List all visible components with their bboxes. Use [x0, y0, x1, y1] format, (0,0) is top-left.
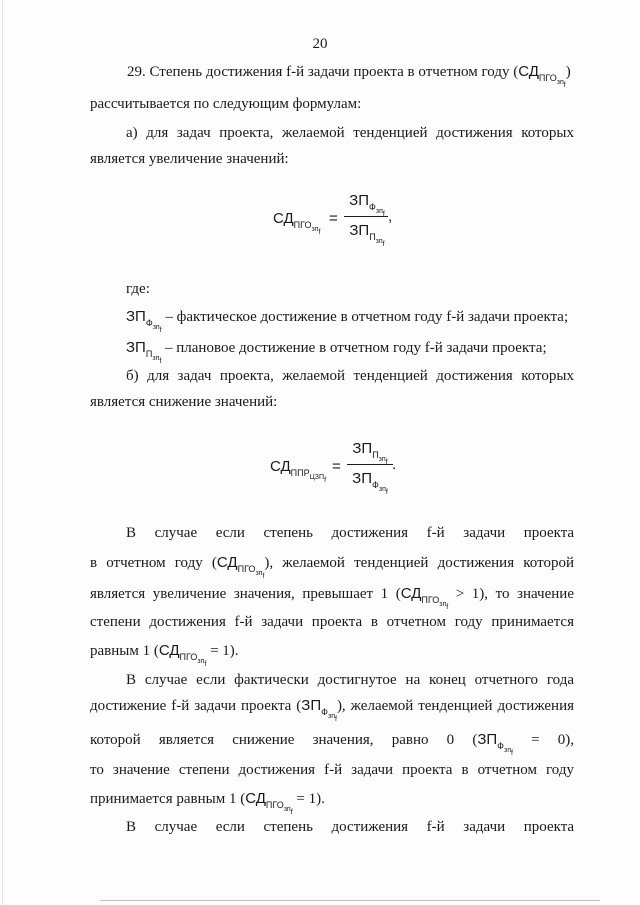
definition-fact: $ЗП_{Ф_{зп_f}}$ – фактическое достижение в отчетном году f-й задачи проекта;	[126, 308, 569, 334]
para1-line4: степени достижения f-й задачи проекта в отчетном году принимается	[90, 614, 574, 630]
formula2-numerator: $ЗП_{П_{зп_f}}$	[352, 440, 388, 466]
formula1-fraction-bar	[344, 216, 388, 217]
para1-line2: в отчетном году $(СД_{ПГО_{зп_f}})$, желаемой тенденцией достижения которой	[90, 554, 574, 580]
para2-line3: которой является снижение значения, равно 0 $(ЗП_{Ф_{зп_f}} = 0)$,	[90, 731, 575, 757]
para2-line4: то значение степени достижения f-й задачи проекта в отчетном году	[90, 762, 574, 778]
para2-line1: В случае если фактически достигнутое на конец отчетного года	[126, 672, 574, 688]
item-b-line1: б) для задач проекта, желаемой тенденцией достижения которых	[126, 368, 574, 384]
definition-plan: $ЗП_{П_{зп_f}}$ – плановое достижение в отчетном году f-й задачи проекта;	[126, 339, 547, 365]
formula1-equals: =	[329, 210, 338, 227]
formula2-lhs: $СД_{ППР_{ЦЗП_f}}$	[270, 458, 327, 484]
scan-edge	[2, 0, 3, 905]
formula2-fraction-bar	[347, 464, 393, 465]
item-a-line1: а) для задач проекта, желаемой тенденцией достижения которых	[126, 125, 574, 141]
para2-line2: достижение f-й задачи проекта $(ЗП_{Ф_{зп_f}})$, желаемой тенденцией достижения	[90, 697, 574, 723]
formula1-denominator: $ЗП_{П_{зп_f}}$	[349, 222, 385, 248]
para2-line5: принимается равным 1 $(СД_{ПГО_{зп_f}} = 1)$.	[90, 790, 325, 816]
formula1-comma: ,	[388, 208, 393, 225]
formula1-numerator: $ЗП_{Ф_{зп_f}}$	[349, 192, 385, 218]
para1-line1: В случае если степень достижения f-й задачи проекта	[126, 525, 575, 541]
para3-line1: В случае если степень достижения f-й задачи проекта	[126, 819, 575, 835]
item-b-line2: является снижение значений:	[90, 394, 278, 410]
where-label: где:	[126, 281, 150, 297]
formula2-denominator: $ЗП_{Ф_{зп_f}}$	[352, 470, 388, 496]
para1-line3: является увеличение значения, превышает 1 $(СД_{ПГО_{зп_f}} > 1)$, то значение	[90, 585, 574, 611]
para1-line5: равным 1 $(СД_{ПГО_{зп_f}} = 1)$.	[90, 642, 239, 668]
p29-line1: 29. Степень достижения f-й задачи проекта в отчетном году $(СД_{ПГО_{зп_f}})$	[127, 63, 571, 89]
formula2-period: .	[392, 456, 397, 473]
formula2-equals: =	[332, 458, 341, 475]
formula1-lhs: $СД_{ПГО_{зп_f}}$	[273, 210, 321, 236]
page-number: 20	[312, 36, 328, 52]
item-a-line2: является увеличение значений:	[90, 151, 289, 167]
p29-line2: рассчитывается по следующим формулам:	[90, 96, 362, 112]
scan-bottom-edge	[100, 900, 600, 901]
